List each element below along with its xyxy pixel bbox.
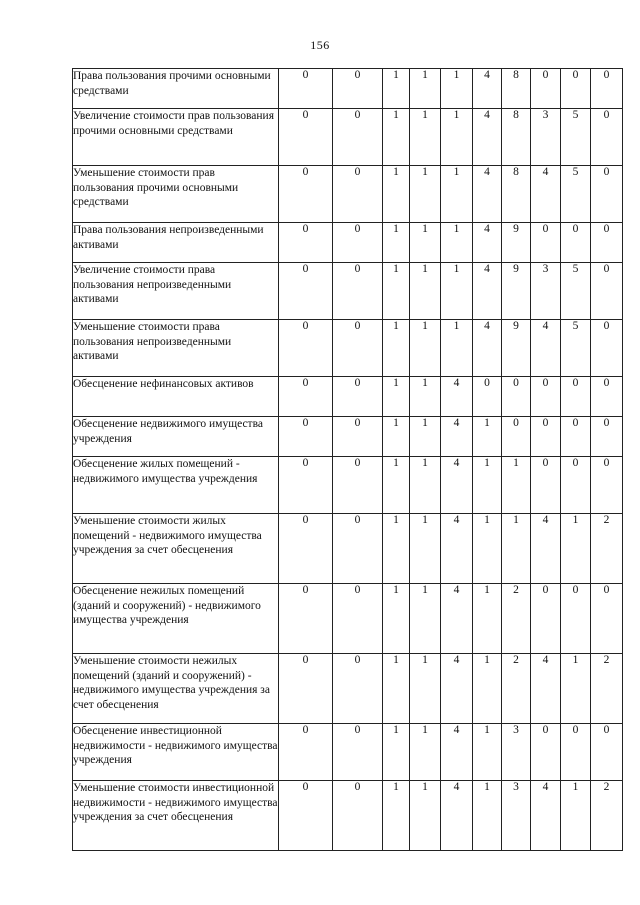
account-name-cell: Обесценение недвижимого имущества учреждения	[73, 417, 279, 457]
code-digit-cell: 0	[279, 263, 333, 320]
code-digit-cell: 0	[561, 457, 591, 514]
account-name-cell: Обесценение нефинансовых активов	[73, 377, 279, 417]
code-digit-cell: 0	[279, 223, 333, 263]
account-name-cell: Обесценение жилых помещений - недвижимого имущества учреждения	[73, 457, 279, 514]
code-digit-cell: 1	[561, 781, 591, 851]
code-digit-cell: 1	[473, 654, 502, 724]
table-row	[73, 724, 623, 781]
account-name-cell: Обесценение инвестиционной недвижимости - недвижимого имущества учреждения	[73, 724, 279, 781]
code-digit-cell: 0	[333, 417, 383, 457]
code-digit-cell: 1	[502, 514, 531, 584]
code-digit-cell: 0	[561, 724, 591, 781]
code-digit-cell: 0	[333, 377, 383, 417]
code-digit-cell: 0	[279, 514, 333, 584]
code-digit-cell: 4	[531, 781, 561, 851]
code-digit-cell: 1	[383, 377, 410, 417]
code-digit-cell: 1	[410, 263, 441, 320]
code-digit-cell: 5	[561, 166, 591, 223]
account-name-cell: Увеличение стоимости права пользования непроизведенными активами	[73, 263, 279, 320]
code-digit-cell: 4	[441, 584, 473, 654]
code-digit-cell: 0	[591, 457, 623, 514]
table-row	[73, 584, 623, 654]
code-digit-cell: 4	[441, 514, 473, 584]
code-digit-cell: 0	[561, 69, 591, 109]
table-row	[73, 69, 623, 109]
code-digit-cell: 0	[561, 417, 591, 457]
code-digit-cell: 0	[279, 654, 333, 724]
account-name-cell: Уменьшение стоимости права пользования непроизведенными активами	[73, 320, 279, 377]
code-digit-cell: 2	[502, 584, 531, 654]
code-digit-cell: 0	[279, 781, 333, 851]
code-digit-cell: 1	[410, 514, 441, 584]
code-digit-cell: 1	[410, 724, 441, 781]
table-row	[73, 781, 623, 851]
code-digit-cell: 5	[561, 263, 591, 320]
code-digit-cell: 1	[383, 223, 410, 263]
code-digit-cell: 1	[410, 109, 441, 166]
code-digit-cell: 1	[410, 69, 441, 109]
code-digit-cell: 1	[410, 166, 441, 223]
code-digit-cell: 0	[561, 584, 591, 654]
table-row	[73, 109, 623, 166]
code-digit-cell: 8	[502, 109, 531, 166]
code-digit-cell: 4	[441, 654, 473, 724]
table-row	[73, 320, 623, 377]
code-digit-cell: 4	[531, 514, 561, 584]
code-digit-cell: 0	[591, 166, 623, 223]
code-digit-cell: 0	[591, 263, 623, 320]
code-digit-cell: 0	[279, 109, 333, 166]
code-digit-cell: 0	[279, 724, 333, 781]
code-digit-cell: 4	[473, 223, 502, 263]
code-digit-cell: 0	[279, 320, 333, 377]
code-digit-cell: 0	[333, 724, 383, 781]
account-name-cell: Уменьшение стоимости жилых помещений - недвижимого имущества учреждения за счет обесценения	[73, 514, 279, 584]
code-digit-cell: 0	[531, 417, 561, 457]
account-name-cell: Уменьшение стоимости прав пользования прочими основными средствами	[73, 166, 279, 223]
code-digit-cell: 1	[473, 781, 502, 851]
code-digit-cell: 4	[473, 263, 502, 320]
code-digit-cell: 2	[591, 514, 623, 584]
code-digit-cell: 1	[410, 377, 441, 417]
code-digit-cell: 4	[531, 320, 561, 377]
code-digit-cell: 0	[333, 514, 383, 584]
code-digit-cell: 9	[502, 223, 531, 263]
code-digit-cell: 0	[591, 584, 623, 654]
code-digit-cell: 0	[333, 320, 383, 377]
code-digit-cell: 0	[591, 377, 623, 417]
page-number: 156	[310, 38, 330, 52]
account-name-cell: Уменьшение стоимости нежилых помещений (зданий и сооружений) - недвижимого имущества учреждения за счет обесценения	[73, 654, 279, 724]
code-digit-cell: 0	[279, 417, 333, 457]
code-digit-cell: 4	[441, 457, 473, 514]
code-digit-cell: 0	[531, 457, 561, 514]
code-digit-cell: 1	[441, 109, 473, 166]
code-digit-cell: 3	[531, 109, 561, 166]
code-digit-cell: 4	[441, 377, 473, 417]
code-digit-cell: 0	[279, 69, 333, 109]
table-row	[73, 166, 623, 223]
code-digit-cell: 4	[441, 724, 473, 781]
code-digit-cell: 0	[333, 263, 383, 320]
code-digit-cell: 5	[561, 320, 591, 377]
code-digit-cell: 3	[531, 263, 561, 320]
code-digit-cell: 4	[441, 781, 473, 851]
code-digit-cell: 2	[502, 654, 531, 724]
account-name-cell: Обесценение нежилых помещений (зданий и сооружений) - недвижимого имущества учреждения	[73, 584, 279, 654]
code-digit-cell: 1	[410, 654, 441, 724]
code-digit-cell: 1	[441, 320, 473, 377]
code-digit-cell: 8	[502, 166, 531, 223]
code-digit-cell: 1	[473, 584, 502, 654]
account-name-cell: Уменьшение стоимости инвестиционной недвижимости - недвижимого имущества учреждения за счет обесценения	[73, 781, 279, 851]
code-digit-cell: 4	[473, 320, 502, 377]
code-digit-cell: 1	[473, 417, 502, 457]
code-digit-cell: 1	[561, 514, 591, 584]
code-digit-cell: 0	[561, 223, 591, 263]
code-digit-cell: 0	[333, 69, 383, 109]
code-digit-cell: 1	[383, 417, 410, 457]
code-digit-cell: 1	[383, 263, 410, 320]
code-digit-cell: 0	[502, 417, 531, 457]
account-name-cell: Права пользования прочими основными средствами	[73, 69, 279, 109]
code-digit-cell: 1	[410, 781, 441, 851]
code-digit-cell: 1	[383, 584, 410, 654]
code-digit-cell: 1	[383, 320, 410, 377]
code-digit-cell: 0	[591, 109, 623, 166]
code-digit-cell: 0	[333, 166, 383, 223]
code-digit-cell: 0	[531, 69, 561, 109]
code-digit-cell: 0	[333, 781, 383, 851]
code-digit-cell: 1	[441, 69, 473, 109]
code-digit-cell: 1	[441, 223, 473, 263]
table-row	[73, 377, 623, 417]
code-digit-cell: 1	[383, 69, 410, 109]
code-digit-cell: 3	[502, 724, 531, 781]
code-digit-cell: 1	[410, 584, 441, 654]
code-digit-cell: 0	[333, 109, 383, 166]
code-digit-cell: 0	[333, 223, 383, 263]
code-digit-cell: 1	[473, 457, 502, 514]
code-digit-cell: 0	[333, 457, 383, 514]
table-row	[73, 457, 623, 514]
code-digit-cell: 1	[383, 514, 410, 584]
code-digit-cell: 0	[279, 377, 333, 417]
code-digit-cell: 0	[591, 320, 623, 377]
code-digit-cell: 0	[531, 223, 561, 263]
account-name-cell: Права пользования непроизведенными активами	[73, 223, 279, 263]
code-digit-cell: 9	[502, 320, 531, 377]
code-digit-cell: 1	[473, 724, 502, 781]
code-digit-cell: 4	[531, 166, 561, 223]
code-digit-cell: 4	[473, 69, 502, 109]
code-digit-cell: 1	[561, 654, 591, 724]
code-digit-cell: 1	[383, 724, 410, 781]
code-digit-cell: 4	[441, 417, 473, 457]
code-digit-cell: 0	[502, 377, 531, 417]
code-digit-cell: 5	[561, 109, 591, 166]
code-digit-cell: 1	[383, 781, 410, 851]
account-name-cell: Увеличение стоимости прав пользования прочими основными средствами	[73, 109, 279, 166]
code-digit-cell: 1	[502, 457, 531, 514]
code-digit-cell: 0	[531, 724, 561, 781]
code-digit-cell: 1	[473, 514, 502, 584]
code-digit-cell: 0	[279, 166, 333, 223]
code-digit-cell: 0	[333, 654, 383, 724]
code-digit-cell: 1	[441, 166, 473, 223]
code-digit-cell: 0	[279, 584, 333, 654]
code-digit-cell: 3	[502, 781, 531, 851]
code-digit-cell: 2	[591, 654, 623, 724]
code-digit-cell: 1	[383, 654, 410, 724]
table-row	[73, 223, 623, 263]
code-digit-cell: 1	[410, 223, 441, 263]
code-digit-cell: 1	[383, 109, 410, 166]
code-digit-cell: 8	[502, 69, 531, 109]
code-digit-cell: 0	[531, 377, 561, 417]
code-digit-cell: 0	[591, 223, 623, 263]
code-digit-cell: 0	[591, 69, 623, 109]
code-digit-cell: 0	[591, 417, 623, 457]
code-digit-cell: 1	[383, 166, 410, 223]
table-row	[73, 263, 623, 320]
code-digit-cell: 0	[591, 724, 623, 781]
account-codes-table	[72, 68, 623, 851]
code-digit-cell: 1	[441, 263, 473, 320]
code-digit-cell: 9	[502, 263, 531, 320]
code-digit-cell: 0	[531, 584, 561, 654]
table-body	[73, 69, 623, 851]
table-row	[73, 514, 623, 584]
code-digit-cell: 0	[473, 377, 502, 417]
code-digit-cell: 2	[591, 781, 623, 851]
code-digit-cell: 1	[410, 417, 441, 457]
table-row	[73, 417, 623, 457]
code-digit-cell: 0	[279, 457, 333, 514]
code-digit-cell: 0	[561, 377, 591, 417]
code-digit-cell: 4	[473, 109, 502, 166]
code-digit-cell: 4	[473, 166, 502, 223]
code-digit-cell: 1	[383, 457, 410, 514]
code-digit-cell: 1	[410, 320, 441, 377]
code-digit-cell: 1	[410, 457, 441, 514]
table-row	[73, 654, 623, 724]
code-digit-cell: 4	[531, 654, 561, 724]
code-digit-cell: 0	[333, 584, 383, 654]
